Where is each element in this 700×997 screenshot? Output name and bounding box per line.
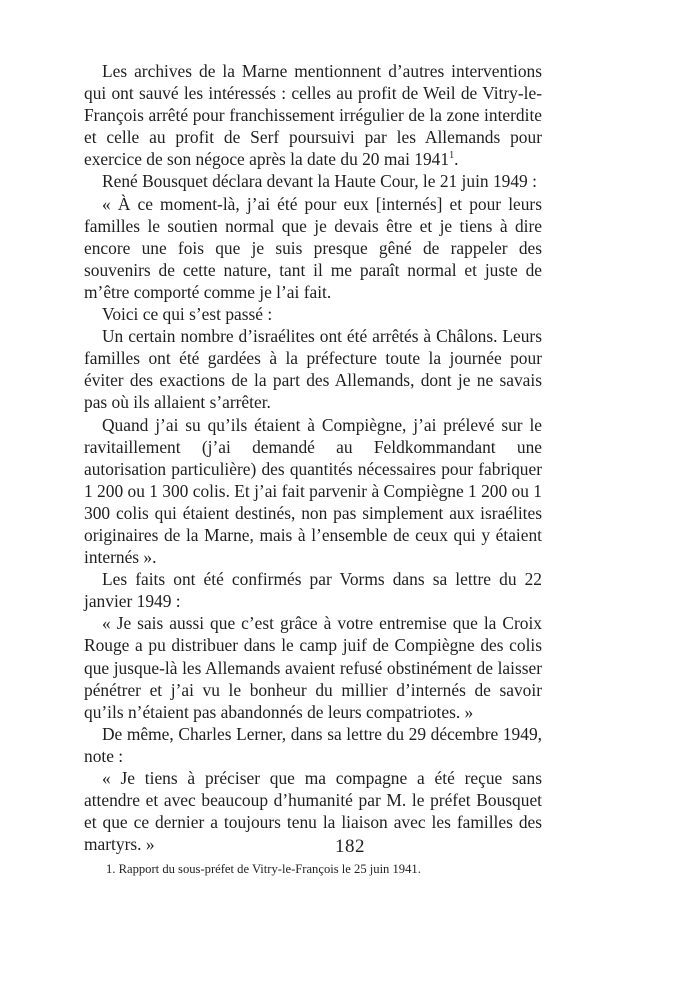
paragraph-vorms: Les faits ont été confirmés par Vorms dans sa lettre du 22 janvier 1949 :: [84, 569, 542, 612]
paragraph-lerner: De même, Charles Lerner, dans sa lettre du 29 décembre 1949, note :: [84, 723, 542, 766]
paragraph-archives: [84, 60, 542, 170]
paragraph-chalons: Un certain nombre d’israélites ont été arrêtés à Châlons. Leurs familles ont été gardées à la préfecture toute la journée pour éviter des exactions de la part des Allemands, dont je ne savais pas où ils allaient s’arrêter.: [84, 326, 542, 413]
paragraph-archives-text: Les archives de la Marne mentionnent d’autres interventions qui ont sauvé les intéressés : celles au profit de Weil de Vitry-le-François arrêté pour franchissement irrégulier de la zone interdite et celle au profit de Serf poursuivi par les Allemands pour exercice de son négoce après la date du 20 mai 1941: [84, 61, 542, 170]
page-body: [84, 60, 542, 877]
footnote: 1. Rapport du sous-préfet de Vitry-le-François le 25 juin 1941.: [106, 862, 421, 877]
paragraph-compiegne-colis: Quand j’ai su qu’ils étaient à Compiègne, j’ai prélevé sur le ravitaillement (j’ai demandé au Feldkommandant une autorisation particulière) des quantités nécessaires pour fabriquer 1 200 ou 1 300 colis. Et j’ai fait parvenir à Compiègne 1 200 ou 1 300 colis qui étaient destinés, non pas simplement aux israélites originaires de la Marne, mais à l’ensemble de ceux qui y étaient internés ».: [84, 414, 542, 568]
paragraph-bousquet-declaration: René Bousquet déclara devant la Haute Cour, le 21 juin 1949 :: [102, 171, 537, 192]
paragraph-archives-end: .: [454, 149, 459, 170]
paragraph-quote-internes: « À ce moment-là, j’ai été pour eux [internés] et pour leurs familles le soutien normal que je devais être et je tiens à dire encore une fois que je suis presque gêné de rappeler des souvenirs de cette nature, tant il me paraît normal et juste de m’être comporté comme je l’ai fait.: [84, 193, 542, 302]
paragraph-voici: Voici ce qui s’est passé :: [102, 304, 273, 325]
paragraph-quote-croix-rouge: « Je sais aussi que c’est grâce à votre entremise que la Croix Rouge a pu distribuer dans le camp juif de Compiègne des colis que jusque-là les Allemands avaient refusé obstinément de laisser pénétrer et j’ai vu le bonheur du millier d’internés de savoir qu’ils n’étaient pas abandonnés de leurs compatriotes. »: [84, 613, 542, 722]
page-number: 182: [335, 836, 365, 857]
paragraph-quote-lerner: « Je tiens à préciser que ma compagne a été reçue sans attendre et avec beaucoup d’humanité par M. le préfet Bousquet et que ce dernier a toujours tenu la liaison avec les familles des martyrs. »: [84, 768, 542, 855]
footnote-reference: 1: [449, 150, 455, 162]
